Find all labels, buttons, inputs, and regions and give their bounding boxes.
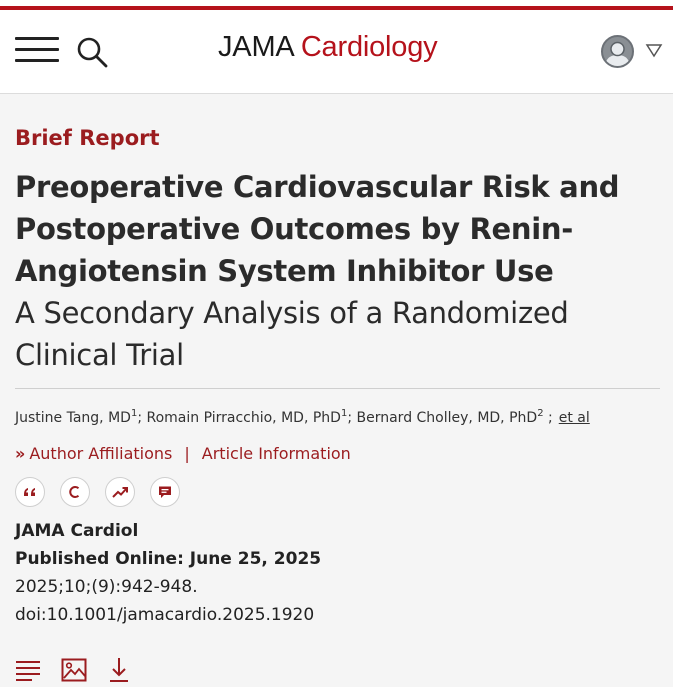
journal-abbreviation: JAMA Cardiol	[15, 521, 139, 541]
author-name[interactable]: Romain Pirracchio, MD, PhD	[146, 410, 341, 426]
download-icon[interactable]	[106, 657, 132, 683]
full-text-icon[interactable]	[15, 657, 41, 683]
figures-image-icon[interactable]	[61, 657, 87, 683]
cite-quote-icon[interactable]	[15, 477, 45, 507]
link-separator: |	[184, 444, 190, 463]
article-info-links	[15, 444, 351, 464]
title-divider	[15, 388, 660, 389]
chevron-right-icon: »	[15, 444, 26, 463]
menu-icon[interactable]	[15, 37, 59, 63]
author-name[interactable]: Justine Tang, MD	[15, 410, 131, 426]
author-affiliations-link[interactable]: Author Affiliations	[29, 444, 173, 463]
brand-accent-stripe	[0, 6, 673, 10]
doi-text[interactable]: doi:10.1001/jamacardio.2025.1920	[15, 605, 315, 625]
copyright-icon[interactable]	[60, 477, 90, 507]
citation-block	[15, 517, 321, 629]
author-separator: ;	[347, 410, 353, 426]
article-subtitle: A Secondary Analysis of a Randomized Clinical Trial	[15, 296, 569, 372]
brand-prefix: JAMA	[218, 31, 293, 63]
author-affiliation-number: 1	[130, 408, 138, 419]
user-avatar-icon[interactable]	[601, 35, 634, 68]
author-affiliation-number: 2	[537, 408, 544, 419]
metrics-trend-icon[interactable]	[105, 477, 135, 507]
search-icon[interactable]	[76, 36, 108, 68]
article-information-link[interactable]: Article Information	[201, 444, 351, 463]
brand-name: Cardiology	[300, 31, 438, 63]
top-navigation-bar	[0, 0, 673, 94]
author-separator: ;	[548, 410, 553, 426]
et-al-link[interactable]: et al	[558, 410, 590, 426]
caret-down-icon[interactable]	[645, 42, 663, 58]
published-date: Published Online: June 25, 2025	[15, 549, 322, 569]
volume-pages: 2025;10;(9):942-948.	[15, 577, 198, 597]
article-type-label: Brief Report	[15, 126, 160, 150]
article-title: Preoperative Cardiovascular Risk and Postoperative Outcomes by Renin-Angiotensin System Inhibitor Use	[15, 170, 620, 288]
author-list	[15, 404, 590, 428]
journal-brand-logo[interactable]	[218, 30, 437, 64]
author-affiliation-number: 1	[340, 408, 348, 419]
author-name[interactable]: Bernard Cholley, MD, PhD	[356, 410, 538, 426]
author-separator: ;	[137, 410, 143, 426]
comment-icon[interactable]	[150, 477, 180, 507]
